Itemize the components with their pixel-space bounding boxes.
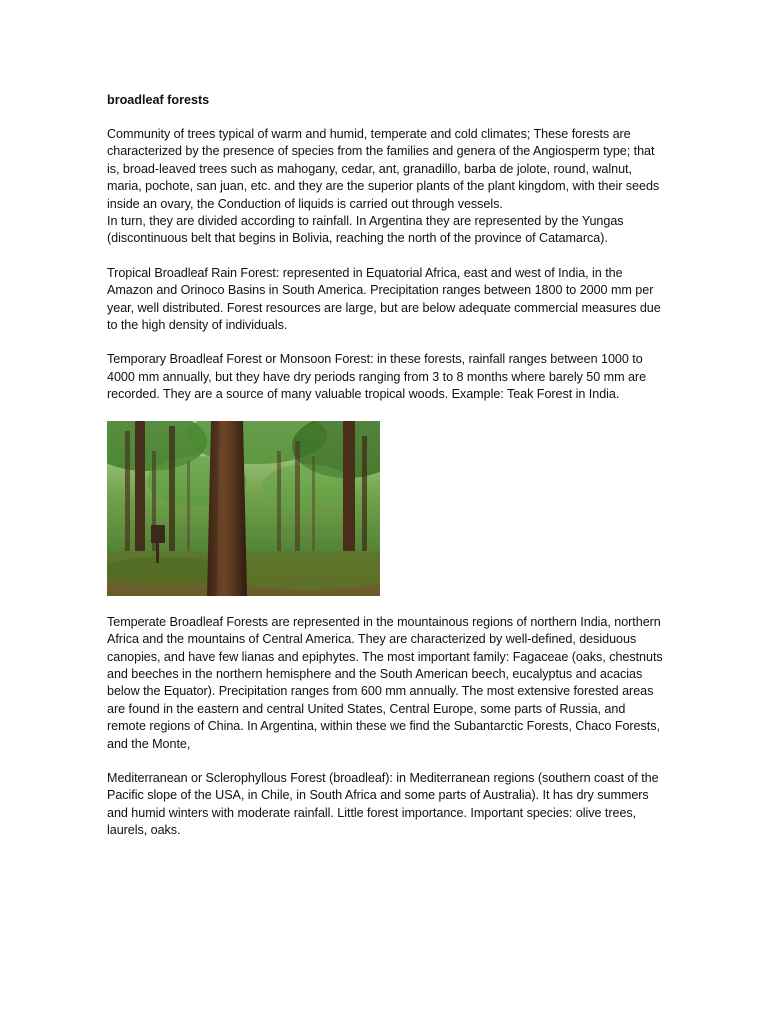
mediterranean-paragraph: Mediterranean or Sclerophyllous Forest (broadleaf): in Mediterranean regions (southern coast of the Pacific slope of the USA, in Chile, in South Africa and some parts of Australia). It has dry summers and humid winters with moderate rainfall. Little forest importance. Important species: olive trees, laurels, oaks. bbox=[107, 770, 659, 838]
mediterranean-section bbox=[107, 770, 663, 840]
monsoon-section bbox=[107, 351, 663, 403]
tropical-paragraph: Tropical Broadleaf Rain Forest: represented in Equatorial Africa, east and west of India, in the Amazon and Orinoco Basins in South America. Precipitation ranges between 1800 to 2000 mm per year, well distributed. Forest resources are large, but are below adequate commercial measures due to the high density of individuals. bbox=[107, 265, 661, 333]
temperate-section bbox=[107, 614, 663, 753]
document-page bbox=[107, 92, 663, 857]
forest-photo bbox=[107, 421, 380, 596]
intro-paragraph: Community of trees typical of warm and humid, temperate and cold climates; These forests are characterized by the presence of species from the families and genera of the Angiosperm type; that is, broad-leaved trees such as mahogany, cedar, ant, granadillo, barba de jolote, round, walnut, maria, pochote, san juan, etc. and they are the superior plants of the plant kingdom, with their seeds inside an ovary, the Conduction of liquids is carried out through vessels. bbox=[107, 127, 660, 211]
monsoon-paragraph: Temporary Broadleaf Forest or Monsoon Forest: in these forests, rainfall ranges between 1000 to 4000 mm annually, but they have dry periods ranging from 3 to 8 months where barely 50 mm are recorded. They are a source of many valuable tropical woods. Example: Teak Forest in India. bbox=[107, 352, 647, 402]
document-title: broadleaf forests bbox=[107, 93, 210, 107]
intro-section bbox=[107, 126, 663, 248]
temperate-paragraph: Temperate Broadleaf Forests are represented in the mountainous regions of northern India, northern Africa and the mountains of Central America. They are characterized by well-defined, desiduous canopies, and have few lianas and epiphytes. The most important family: Fagaceae (oaks, chestnuts and beeches in the northern hemisphere and the South American beech, eucalyptus and acacias below the Equator). Precipitation ranges from 600 mm annually. The most extensive forested areas are found in the eastern and central United States, Central Europe, some parts of Russia, and remote regions of China. In Argentina, within these we find the Subantarctic Forests, Chaco Forests, and the Monte, bbox=[107, 614, 663, 751]
rainfall-paragraph: In turn, they are divided according to rainfall. In Argentina they are represented by the Yungas (discontinuous belt that begins in Bolivia, reaching the north of the province of Catamarca). bbox=[107, 214, 624, 246]
tropical-section bbox=[107, 265, 663, 335]
